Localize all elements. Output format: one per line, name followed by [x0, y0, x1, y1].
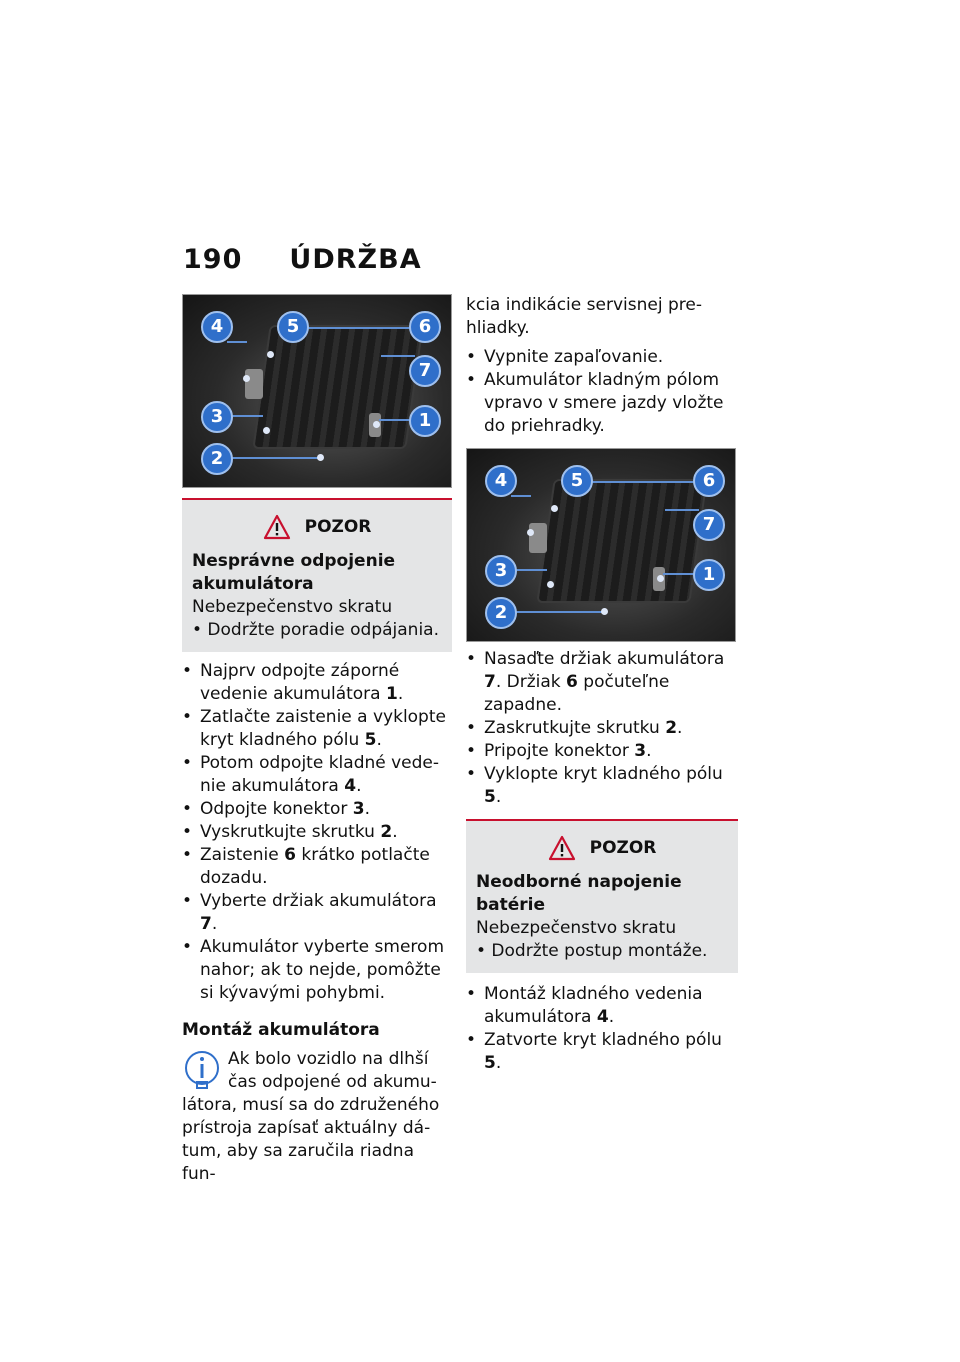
warning-action: • Dodržte postup montáže. [476, 941, 708, 961]
callout-7: 7 [409, 355, 441, 387]
warning-triangle-icon [548, 835, 576, 861]
left-column [182, 294, 452, 1186]
list-item: • Potom odpojte kladné vedenie akumulátora 4. [182, 752, 452, 798]
warning-lead: Neodborné napojenie batérie [476, 872, 682, 915]
list-item: • Zaistenie 6 krátko potlačte dozadu. [182, 844, 452, 890]
list-item: • Vyskrutkujte skrutku 2. [182, 821, 452, 844]
removal-steps [182, 660, 452, 1005]
battery-figure-2 [466, 448, 736, 642]
callout-6: 6 [693, 465, 725, 497]
warning-box-2 [466, 819, 738, 973]
page-header [183, 244, 422, 275]
callout-4: 4 [201, 311, 233, 343]
list-item: • Najprv odpojte záporné vedenie akumulátora 1. [182, 660, 452, 706]
install-steps-a [466, 346, 738, 438]
warning-triangle-icon [263, 514, 291, 540]
callout-4: 4 [485, 465, 517, 497]
list-item: • Zatvorte kryt kladného pólu 5. [466, 1029, 738, 1075]
list-item: • Vypnite zapaľovanie. [466, 346, 738, 369]
battery-figure-1 [182, 294, 452, 488]
list-item: • Pripojte konektor 3. [466, 740, 738, 763]
list-item: • Montáž kladného vedenia akumulátora 4. [466, 983, 738, 1029]
warning-lead: Nesprávne odpojenie akumulátora [192, 551, 396, 594]
callout-7: 7 [693, 509, 725, 541]
page-number: 190 [183, 244, 243, 275]
warning-box-1 [182, 498, 452, 652]
info-note [182, 1048, 452, 1186]
list-item: • Zaskrutkujte skrutku 2. [466, 717, 738, 740]
list-item: • Akumulátor kladným pólom vpravo v smere jazdy vložte do priehradky. [466, 369, 738, 438]
warning-hazard: Nebezpečenstvo skratu [192, 597, 393, 617]
section-title: ÚDRŽBA [289, 244, 422, 275]
callout-6: 6 [409, 311, 441, 343]
callout-1: 1 [409, 405, 441, 437]
callout-2: 2 [201, 443, 233, 475]
warning-title: POZOR [304, 516, 372, 537]
callout-5: 5 [561, 465, 593, 497]
battery-illustration [536, 479, 707, 603]
install-steps-c [466, 983, 738, 1075]
list-item: • Vyklopte kryt kladného pólu 5. [466, 763, 738, 809]
list-item: • Vyberte držiak akumulátora 7. [182, 890, 452, 936]
callout-1: 1 [693, 559, 725, 591]
list-item: • Akumulátor vyberte smerom nahor; ak to nejde, pomôžte si kývavými pohybmi. [182, 936, 452, 1005]
list-item: • Odpojte konektor 3. [182, 798, 452, 821]
callout-2: 2 [485, 597, 517, 629]
warning-hazard: Nebezpečenstvo skratu [476, 918, 677, 938]
battery-illustration [252, 325, 423, 449]
right-column [466, 294, 738, 1075]
install-steps-b [466, 648, 738, 809]
list-item: • Zatlačte zaistenie a vyklopte kryt kladného pólu 5. [182, 706, 452, 752]
list-item: • Nasaďte držiak akumulátora 7. Držiak 6 počuteľne zapadne. [466, 648, 738, 717]
warning-title: POZOR [589, 837, 657, 858]
info-lightbulb-icon [182, 1048, 222, 1092]
warning-action: • Dodržte poradie odpájania. [192, 620, 439, 640]
info-note-continued: kcia indikácie servisnej prehliadky. [466, 295, 702, 338]
callout-3: 3 [485, 555, 517, 587]
negative-clamp [529, 523, 547, 553]
callout-5: 5 [277, 311, 309, 343]
info-note-text: Ak bolo vozidlo na dlhší čas odpojené od akumulátora, musí sa do združeného prístroja zapísať aktuálny dátum, aby sa zaručila riadna fun- [182, 1049, 440, 1184]
negative-clamp [245, 369, 263, 399]
callout-3: 3 [201, 401, 233, 433]
install-heading: Montáž akumulátora [182, 1020, 380, 1040]
